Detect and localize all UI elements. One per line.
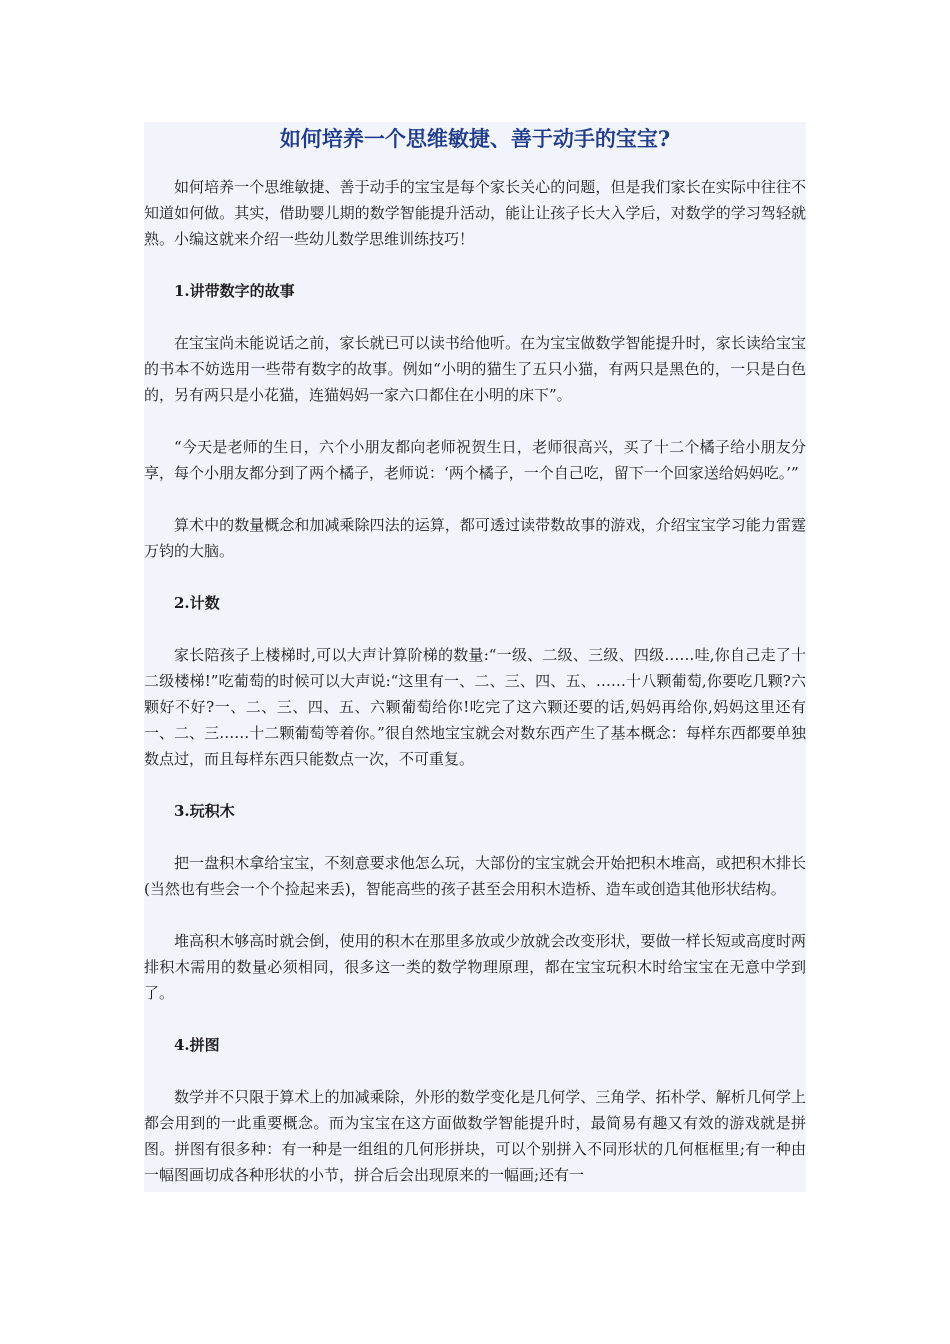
- section-2-paragraph-1: 家长陪孩子上楼梯时,可以大声计算阶梯的数量:“一级、二级、三级、四级……哇,你自己走了十二级楼梯!”吃葡萄的时候可以大声说:“这里有一、二、三、四、五、……十八颗葡萄,你要吃几颗?六颗好不好?一、二、三、四、五、六颗葡萄给你!吃完了这六颗还要的话,妈妈再给你,妈妈这里还有一、二、三……十二颗葡萄等着你。”很自然地宝宝就会对数东西产生了基本概念：每样东西都要单独数点过，而且每样东西只能数点一次，不可重复。: [144, 646, 806, 768]
- article-body: [144, 122, 806, 1192]
- section-4-paragraph-1: 数学并不只限于算术上的加减乘除，外形的数学变化是几何学、三角学、拓朴学、解析几何学上都会用到的一此重要概念。而为宝宝在这方面做数学智能提升时，最简易有趣又有效的游戏就是拼图。拼图有很多种：有一种是一组组的几何形拼块，可以个别拼入不同形状的几何框框里;有一种由一幅图画切成各种形状的小节，拼合后会出现原来的一幅画;还有一: [144, 1088, 806, 1184]
- section-heading-2: 2.计数: [174, 594, 220, 612]
- spacer: [144, 564, 806, 590]
- spacer: [144, 1058, 806, 1084]
- spacer: [144, 252, 806, 278]
- spacer: [144, 616, 806, 642]
- article-title: 如何培养一个思维敏捷、善于动手的宝宝?: [279, 126, 671, 151]
- spacer: [144, 772, 806, 798]
- spacer: [144, 486, 806, 512]
- section-1-paragraph-2: “今天是老师的生日，六个小朋友都向老师祝贺生日，老师很高兴，买了十二个橘子给小朋友分享，每个小朋友都分到了两个橘子，老师说：‘两个橘子，一个自己吃，留下一个回家送给妈妈吃。’”: [144, 438, 806, 482]
- spacer: [144, 1006, 806, 1032]
- spacer: [144, 824, 806, 850]
- section-3-paragraph-1: 把一盘积木拿给宝宝，不刻意要求他怎么玩，大部份的宝宝就会开始把积木堆高，或把积木排长(当然也有些会一个个捡起来丢)，智能高些的孩子甚至会用积木造桥、造车或创造其他形状结构。: [144, 854, 806, 898]
- spacer: [144, 154, 806, 174]
- spacer: [144, 304, 806, 330]
- spacer: [144, 902, 806, 928]
- section-3-paragraph-2: 堆高积木够高时就会倒，使用的积木在那里多放或少放就会改变形状，要做一样长短或高度时两排积木需用的数量必须相同，很多这一类的数学物理原理，都在宝宝玩积木时给宝宝在无意中学到了。: [144, 932, 806, 1002]
- intro-paragraph: 如何培养一个思维敏捷、善于动手的宝宝是每个家长关心的问题，但是我们家长在实际中往往不知道如何做。其实，借助婴儿期的数学智能提升活动，能让让孩子长大入学后，对数学的学习驾轻就熟。小编这就来介绍一些幼儿数学思维训练技巧！: [144, 178, 806, 248]
- section-heading-4: 4.拼图: [174, 1036, 220, 1054]
- section-1-paragraph-3: 算术中的数量概念和加减乘除四法的运算，都可透过读带数故事的游戏，介绍宝宝学习能力雷霆万钧的大脑。: [144, 516, 806, 560]
- section-heading-3: 3.玩积木: [174, 802, 235, 820]
- spacer: [144, 408, 806, 434]
- section-1-paragraph-1: 在宝宝尚未能说话之前，家长就已可以读书给他听。在为宝宝做数学智能提升时，家长读给宝宝的书本不妨选用一些带有数字的故事。例如“小明的猫生了五只小猫，有两只是黑色的，一只是白色的，另有两只是小花猫，连猫妈妈一家六口都住在小明的床下”。: [144, 334, 806, 404]
- section-heading-1: 1.讲带数字的故事: [174, 282, 295, 300]
